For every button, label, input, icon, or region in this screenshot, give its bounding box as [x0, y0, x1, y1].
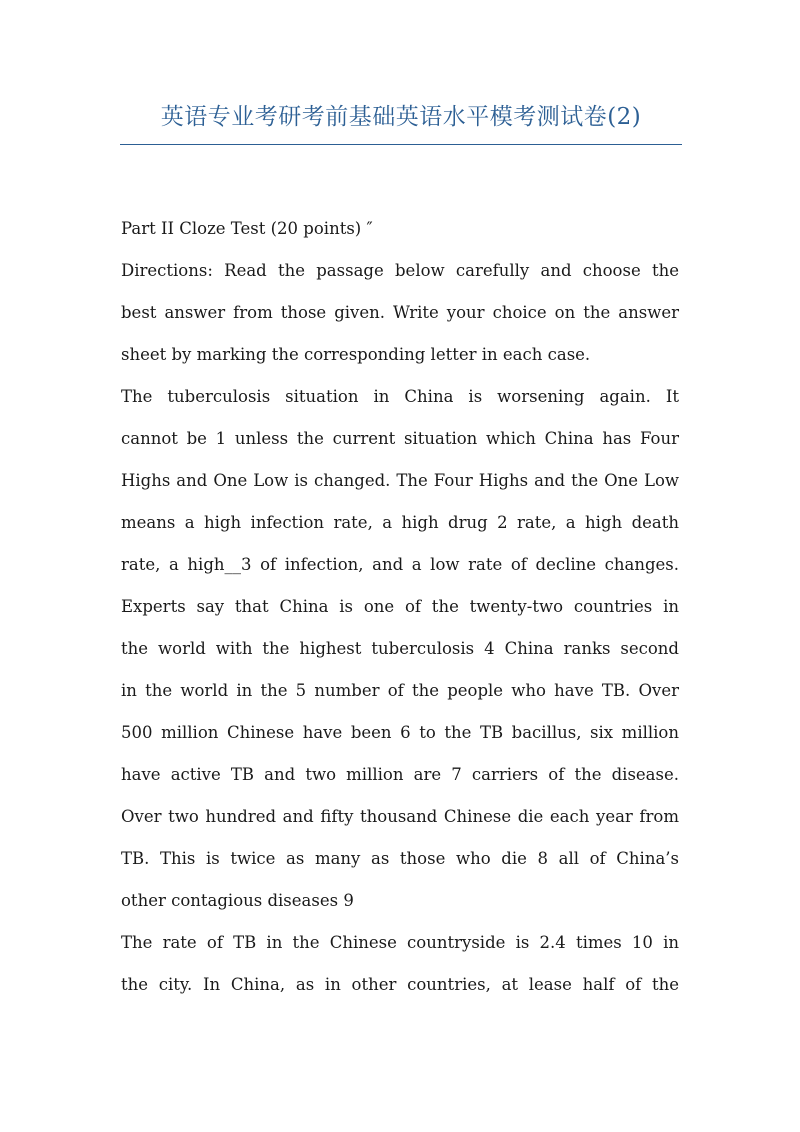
text-line: The rate of TB in the Chinese countryside is 2.4 times 10 in	[121, 933, 679, 952]
text-line: have active TB and two million are 7 carriers of the disease.	[121, 765, 679, 784]
text-line: Experts say that China is one of the twenty-two countries in	[121, 597, 679, 616]
text-line: the city. In China, as in other countries, at lease half of the	[121, 975, 679, 994]
document-body	[121, 208, 679, 1006]
text-line: the world with the highest tuberculosis 4 China ranks second	[121, 639, 679, 658]
text-line: sheet by marking the corresponding letter in each case.	[121, 345, 591, 364]
text-line: rate, a high__3 of infection, and a low rate of decline changes.	[121, 555, 679, 574]
text-line: other contagious diseases 9	[121, 891, 354, 910]
text-line: Highs and One Low is changed. The Four Highs and the One Low	[121, 471, 679, 490]
text-line: Directions: Read the passage below carefully and choose the	[121, 261, 679, 280]
title-underline	[120, 144, 682, 145]
text-line: best answer from those given. Write your choice on the answer	[121, 303, 679, 322]
text-line: in the world in the 5 number of the people who have TB. Over	[121, 681, 679, 700]
section-heading: Part II Cloze Test (20 points) ″	[121, 219, 373, 238]
text-line: Over two hundred and fifty thousand Chinese die each year from	[121, 807, 679, 826]
text-line: means a high infection rate, a high drug 2 rate, a high death	[121, 513, 679, 532]
text-line: 500 million Chinese have been 6 to the TB bacillus, six million	[121, 723, 679, 742]
document-title: 英语专业考研考前基础英语水平模考测试卷(2)	[160, 104, 642, 130]
text-line: The tuberculosis situation in China is worsening again. It	[121, 387, 679, 406]
text-line: TB. This is twice as many as those who die 8 all of China’s	[121, 849, 679, 868]
text-line: cannot be 1 unless the current situation which China has Four	[121, 429, 679, 448]
